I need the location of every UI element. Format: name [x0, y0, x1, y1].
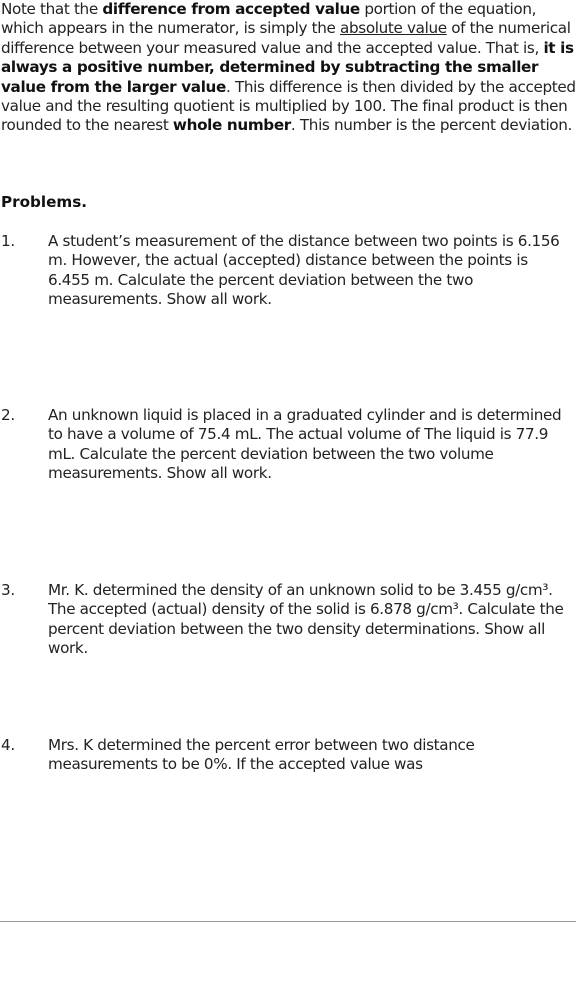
problem-number: 4.	[1, 736, 15, 754]
intro-bold-positive-number: it is always a positive number, determined by subtracting the smaller value from the larger value	[1, 38, 574, 96]
intro-underline-absolute-value: absolute value	[340, 19, 447, 38]
intro-text-2: portion of the equation, which appears in the numerator, is simply the	[1, 0, 537, 38]
problem-text: A student’s measurement of the distance between two points is 6.156 m. However, the actual (accepted) distance between the points is 6.455 m. Calculate the percent deviation between the two measurements. Show all work.	[48, 232, 560, 309]
problem-text: An unknown liquid is placed in a graduated cylinder and is determined to have a volume of 75.4 mL. The actual volume of The liquid is 77.9 mL. Calculate the percent deviation between the two volume measurements. Show all work.	[48, 406, 562, 483]
intro-text-5: . This number is the percent deviation.	[290, 116, 573, 135]
page-divider	[0, 921, 576, 922]
intro-text-3: of the numerical difference between your measured value and the accepted value. That is,	[1, 19, 571, 57]
intro-text-4: . This difference is then divided by the accepted value and the resulting quotient is multiplied by 100. The final product is then rounded to the nearest	[1, 77, 576, 135]
problem-text: Mrs. K determined the percent error between two distance measurements to be 0%. If the accepted value was	[48, 736, 475, 774]
intro-text-1: Note that the	[1, 0, 103, 18]
problem-text: Mr. K. determined the density of an unknown solid to be 3.455 g/cm³. The accepted (actual) density of the solid is 6.878 g/cm³. Calculate the percent deviation between the two density determinations. Show all work.	[48, 581, 564, 658]
intro-bold-difference: difference from accepted value	[102, 0, 360, 18]
problem-number: 2.	[1, 406, 15, 424]
intro-bold-whole-number: whole number	[172, 116, 291, 135]
problem-number: 3.	[1, 581, 15, 599]
intro-paragraph	[1, 0, 576, 136]
problem-number: 1.	[1, 232, 15, 250]
problems-heading: Problems.	[1, 193, 88, 211]
